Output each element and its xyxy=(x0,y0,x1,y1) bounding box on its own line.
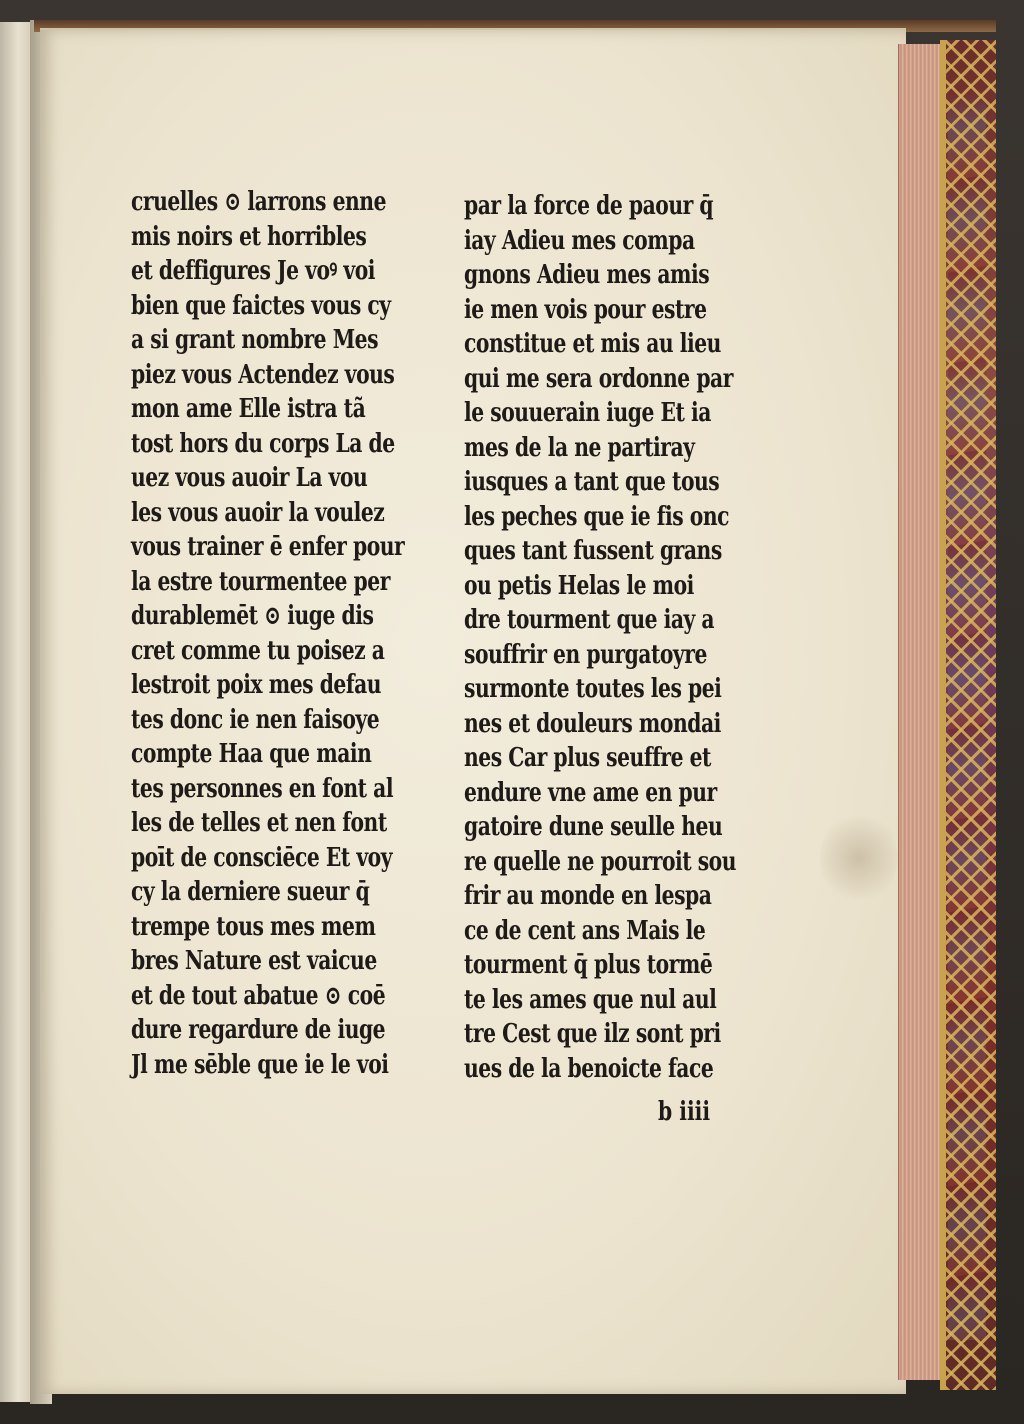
text-line: ques tant fussent grans xyxy=(464,536,722,566)
text-line: ou petis Helas le moi xyxy=(464,570,694,601)
text-line: tes personnes en font al xyxy=(131,773,394,804)
text-line: tre Cest que ilz sont pri xyxy=(464,1019,721,1049)
facing-page-edge xyxy=(0,22,31,1402)
text-line: poīt de consciēce Et voy xyxy=(131,842,393,873)
text-line: tes donc ie nen faisoye xyxy=(131,704,380,735)
text-line: nes Car plus seuffre et xyxy=(464,743,711,773)
text-line: les vous auoir la voulez xyxy=(131,497,385,528)
text-line: iay Adieu mes compa xyxy=(464,225,695,256)
text-line: qui me sera ordonne par xyxy=(464,363,733,394)
text-line: Jl me sēble que ie le voi xyxy=(131,1049,389,1080)
text-line: bres Nature est vaicue xyxy=(131,946,377,976)
text-line: iusques a tant que tous xyxy=(464,467,720,497)
text-line: cy la derniere sueur q̄ xyxy=(131,877,370,907)
text-line: dre tourment que iay a xyxy=(464,605,715,635)
text-line: le souuerain iuge Et ia xyxy=(464,398,711,428)
text-line: les de telles et nen font xyxy=(131,808,387,838)
text-line: lestroit poix mes defau xyxy=(131,670,382,700)
text-line: te les ames que nul aul xyxy=(464,984,717,1015)
text-line: endure vne ame en pur xyxy=(464,777,717,808)
text-line: tourment q̄ plus tormē xyxy=(464,950,713,980)
text-line: ues de la benoicte face xyxy=(464,1053,714,1084)
text-line: vous trainer ē enfer pour xyxy=(131,532,405,562)
left-text-column xyxy=(131,185,404,1082)
text-line: ce de cent ans Mais le xyxy=(464,915,706,946)
text-line: a si grant nombre Mes xyxy=(131,325,379,355)
text-line: re quelle ne pourroit sou xyxy=(464,846,737,877)
text-line: mon ame Elle istra tã xyxy=(131,394,366,424)
text-line: bien que faictes vous cy xyxy=(131,290,391,321)
text-line: par la force de paour q̄ xyxy=(464,191,714,221)
text-line: gatoire dune seulle heu xyxy=(464,812,723,842)
text-line: gnons Adieu mes amis xyxy=(464,260,710,290)
text-line: cruelles ⊙ larrons enne xyxy=(131,187,387,217)
text-line: frir au monde en lespa xyxy=(464,881,712,911)
text-line: les peches que ie fis onc xyxy=(464,501,730,532)
page-fore-edge xyxy=(898,44,943,1380)
text-line: compte Haa que main xyxy=(131,739,372,769)
text-line: trempe tous mes mem xyxy=(131,911,376,942)
foxing-stain xyxy=(820,810,898,906)
text-line: constitue et mis au lieu xyxy=(464,329,721,359)
text-line: durablemēt ⊙ iuge dis xyxy=(131,601,374,631)
text-line: dure regardure de iuge xyxy=(131,1015,386,1045)
text-line: mis noirs et horribles xyxy=(131,221,367,252)
text-line: tost hors du corps La de xyxy=(131,428,395,459)
gilt-border xyxy=(940,40,996,1390)
text-line: et deffigures Je voꝰ voi xyxy=(131,256,376,286)
text-line: uez vous auoir La vou xyxy=(131,463,368,493)
text-line: nes et douleurs mondai xyxy=(464,708,721,739)
text-line: mes de la ne partiray xyxy=(464,432,695,463)
text-line: ie men vois pour estre xyxy=(464,294,707,325)
text-line: souffrir en purgatoyre xyxy=(464,639,707,670)
text-line: et de tout abatue ⊙ coē xyxy=(131,980,386,1011)
right-text-column xyxy=(464,189,736,1086)
text-line: la estre tourmentee per xyxy=(131,566,390,597)
text-line: cret comme tu poisez a xyxy=(131,635,385,666)
text-line: surmonte toutes les pei xyxy=(464,674,722,704)
text-line: piez vous Actendez vous xyxy=(131,359,395,390)
signature-mark: b iiii xyxy=(658,1097,711,1127)
